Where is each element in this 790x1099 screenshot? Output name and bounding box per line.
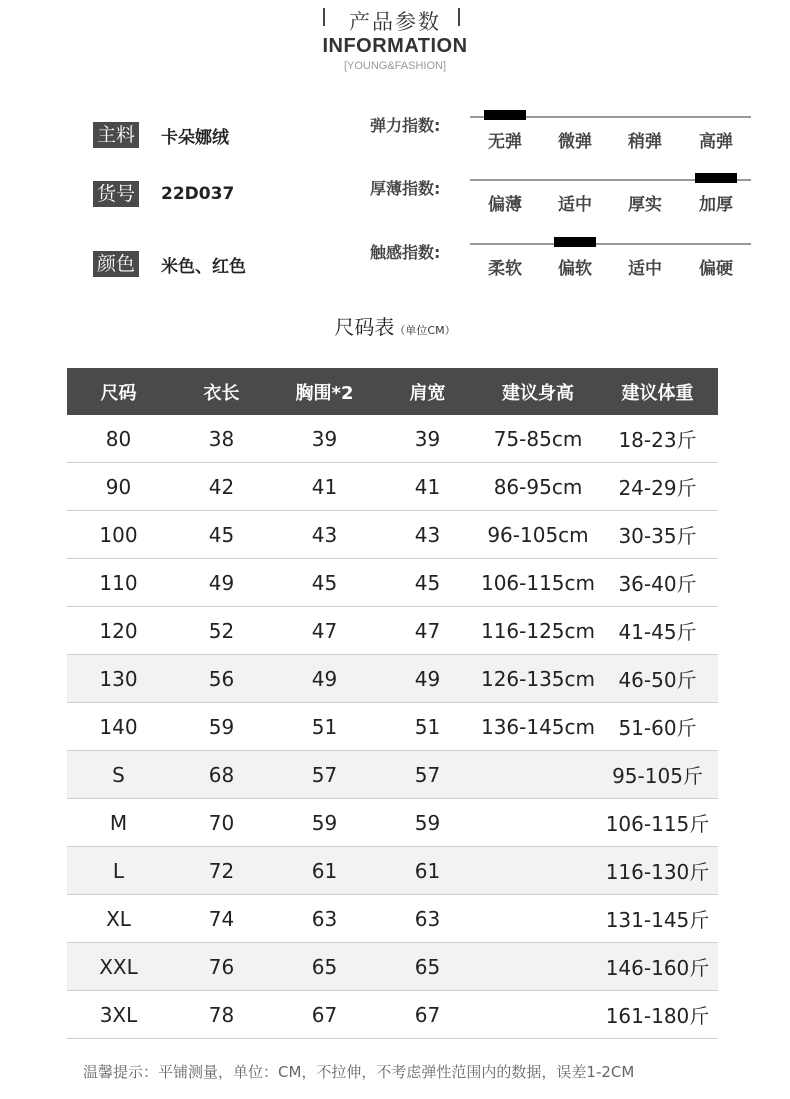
table-cell: 41 [311,474,338,499]
table-cell: 39 [311,426,338,451]
column-header: 肩宽 [409,382,446,404]
index-scale [370,113,760,163]
table-cell: 106-115斤 [605,812,710,836]
table-cell: 100 [99,522,138,547]
table-cell: 61 [414,858,441,883]
index-label: 弹力指数: [370,116,441,135]
table-cell: 67 [414,1002,441,1027]
table-cell: 90 [105,474,132,499]
table-cell: 140 [99,714,138,739]
table-cell: 45 [311,570,338,595]
table-cell: 43 [414,522,441,547]
table-cell: 39 [414,426,441,451]
table-cell: 56 [208,666,235,691]
table-cell: 63 [311,906,338,931]
table-cell: 46-50斤 [618,668,697,692]
table-cell: 49 [414,666,441,691]
table-cell: 41 [414,474,441,499]
table-cell: 95-105斤 [612,764,703,788]
index-option: 微弹 [558,132,592,152]
table-cell: XL [106,906,131,931]
page-subtitle: [YOUNG&FASHION] [343,60,447,72]
index-option: 适中 [628,259,662,279]
index-option: 柔软 [488,259,522,279]
table-cell: 65 [414,954,441,979]
size-table-unit: （单位CM） [394,324,456,337]
footer-note: 温馨提示：平铺测量，单位：CM，不拉伸，不考虑弹性范围内的数据，误差1-2CM [83,1063,635,1081]
table-cell: 49 [208,570,235,595]
size-table-title [0,311,790,340]
table-cell: 52 [208,618,235,643]
table-cell: 51 [311,714,338,739]
index-track [470,243,751,245]
title-divider-right [458,8,460,26]
table-cell [479,799,597,846]
table-cell: 3XL [99,1002,138,1027]
table-row [67,847,718,895]
table-cell: 136-145cm [480,714,596,739]
index-option: 高弹 [699,132,733,152]
size-table-heading: 尺码表 [334,315,395,339]
table-cell: 61 [311,858,338,883]
index-option: 厚实 [628,195,662,215]
table-cell: 65 [311,954,338,979]
table-cell: XXL [99,954,138,979]
table-cell: 70 [208,810,235,835]
table-cell: 43 [311,522,338,547]
table-cell: 146-160斤 [605,956,710,980]
size-table-body [67,415,718,1039]
table-row [67,799,718,847]
table-cell: 51-60斤 [618,716,697,740]
table-cell: 59 [311,810,338,835]
table-cell: 86-95cm [493,474,583,499]
page-title-en: INFORMATION [322,35,468,57]
table-cell: 45 [208,522,235,547]
attribute-value: 米色、红色 [161,256,247,277]
table-cell: 74 [208,906,235,931]
column-header: 胸围*2 [295,382,354,404]
table-row [67,655,718,703]
attribute-item-number [93,181,234,207]
index-option: 稍弹 [628,132,662,152]
table-cell [479,751,597,798]
table-cell: 47 [414,618,441,643]
table-cell: 57 [311,762,338,787]
index-option: 偏软 [558,259,592,279]
table-cell: 38 [208,426,235,451]
table-cell: 116-125cm [480,618,596,643]
column-header: 建议身高 [502,382,574,404]
index-option: 适中 [558,195,592,215]
index-marker [484,110,526,120]
table-cell [479,847,597,894]
index-option: 偏硬 [699,259,733,279]
table-cell: 18-23斤 [618,428,697,452]
table-cell: 116-130斤 [605,860,710,884]
index-label: 厚薄指数: [370,179,441,198]
table-row [67,511,718,559]
table-cell: 67 [311,1002,338,1027]
table-cell: 63 [414,906,441,931]
table-row [67,991,718,1039]
attribute-value: 22D037 [161,184,235,204]
table-cell: 161-180斤 [605,1004,710,1028]
table-cell: 78 [208,1002,235,1027]
table-cell: 42 [208,474,235,499]
table-cell: 68 [208,762,235,787]
index-label: 触感指数: [370,243,441,262]
table-cell: 57 [414,762,441,787]
size-table [67,368,718,1039]
column-header: 尺码 [100,382,137,404]
table-row [67,751,718,799]
table-row [67,607,718,655]
table-cell: 80 [105,426,132,451]
size-table-header [67,368,718,415]
table-cell [479,895,597,942]
table-cell: 131-145斤 [605,908,710,932]
table-cell: 24-29斤 [618,476,697,500]
table-cell: 126-135cm [480,666,596,691]
index-scale [370,176,760,226]
table-cell: 96-105cm [487,522,589,547]
attribute-label: 主料 [93,122,139,148]
table-cell: 47 [311,618,338,643]
table-cell: 45 [414,570,441,595]
table-cell: 36-40斤 [618,572,697,596]
table-cell: 76 [208,954,235,979]
index-marker [554,237,596,247]
table-row [67,895,718,943]
table-cell: 49 [311,666,338,691]
index-scale [370,240,760,290]
table-row [67,559,718,607]
table-cell [479,991,597,1038]
table-cell: 51 [414,714,441,739]
index-option: 偏薄 [488,195,522,215]
index-marker [695,173,737,183]
table-row [67,703,718,751]
attribute-label: 颜色 [93,251,139,277]
page-title: 产品参数 [349,10,441,34]
table-cell: 72 [208,858,235,883]
column-header: 建议体重 [621,382,694,404]
table-cell: 41-45斤 [618,620,697,644]
table-cell: 59 [208,714,235,739]
column-header: 衣长 [203,382,240,404]
table-cell: 130 [99,666,138,691]
attribute-label: 货号 [93,181,139,207]
table-cell: 30-35斤 [618,524,697,548]
index-option: 无弹 [488,132,522,152]
attribute-color [93,251,246,277]
table-cell: 120 [99,618,138,643]
index-option: 加厚 [699,195,733,215]
table-cell: 59 [414,810,441,835]
table-cell: S [112,762,125,787]
table-cell: 75-85cm [493,426,583,451]
table-cell: 106-115cm [480,570,596,595]
table-row [67,943,718,991]
table-cell: 110 [99,570,138,595]
table-cell: M [109,810,128,835]
table-row [67,415,718,463]
attribute-material [93,122,229,148]
table-cell: L [112,858,125,883]
table-row [67,463,718,511]
table-cell [479,943,597,990]
attribute-value: 卡朵娜绒 [161,127,230,148]
